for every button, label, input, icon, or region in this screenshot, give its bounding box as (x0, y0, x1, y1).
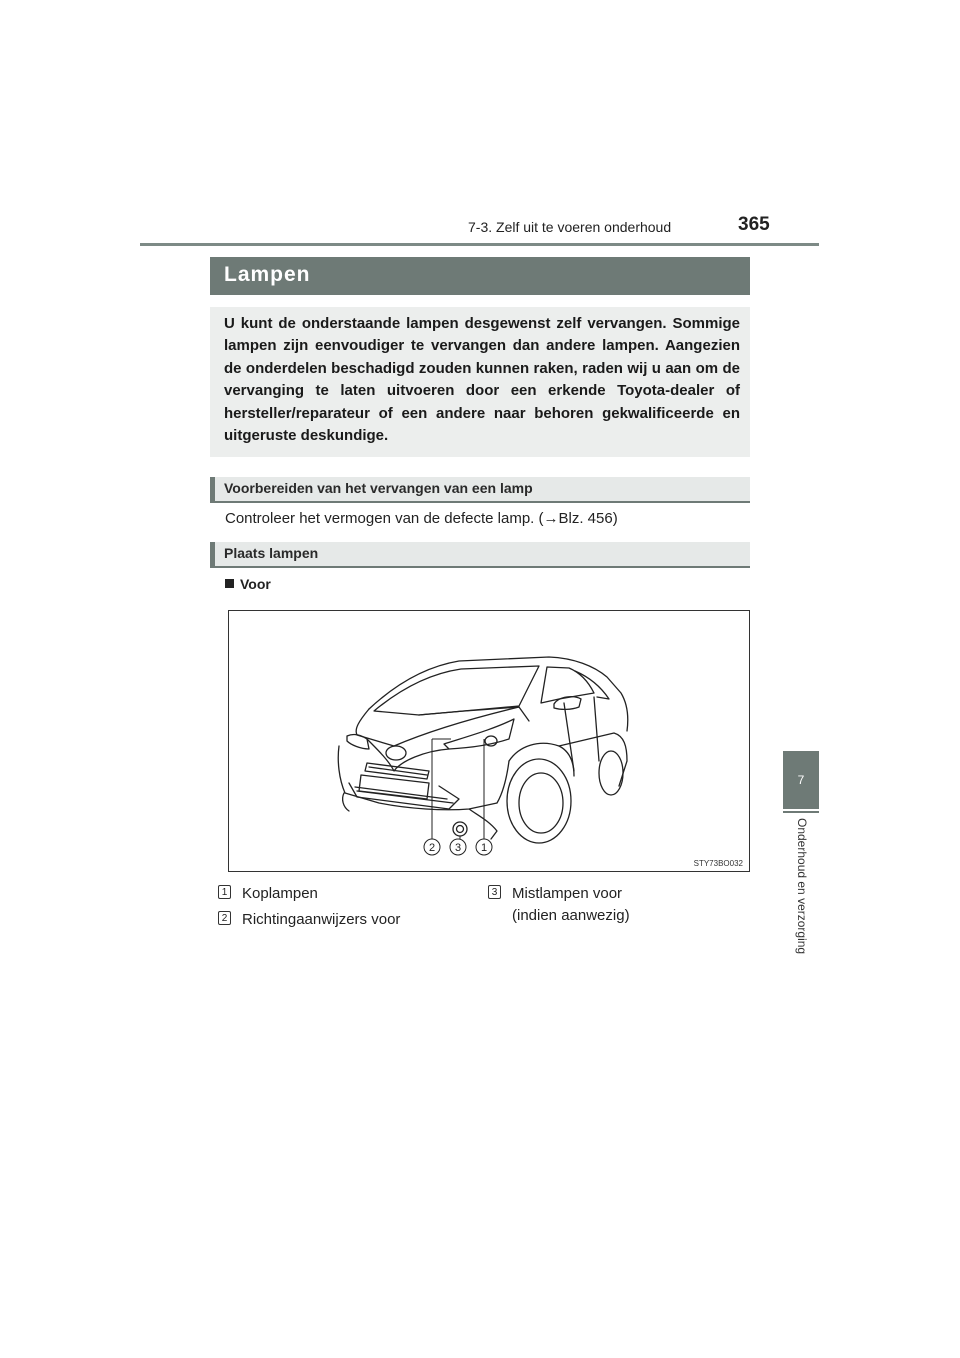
legend-item-turn-signals (218, 909, 400, 931)
figure-code: STY73BO032 (693, 859, 743, 868)
car-drawing (229, 611, 749, 871)
heading-marker (210, 542, 215, 568)
legend-label: Koplampen (242, 885, 318, 902)
intro-text: U kunt de onderstaande lampen desgewenst zelf vervangen. Sommige lampen zijn eenvoudiger te vervangen dan andere lampen. Aangezien de onderdelen beschadigd zouden kunnen raken, raden wij u aan om de vervanging te laten uitvoeren door een erkende Toyota-dealer of hersteller/reparateur of een andere naar behoren gekwalificeerde en uitgeruste deskundige. (224, 315, 740, 445)
chapter-number: 7 (797, 773, 805, 787)
intro-box (210, 307, 750, 457)
chapter-label: Onderhoud en verzorging (795, 818, 809, 955)
heading-locations-text: Plaats lampen (224, 545, 319, 561)
square-bullet-icon (225, 579, 234, 588)
prepare-text: Controleer het vermogen van de defecte lamp. (→Blz. 456) (225, 510, 618, 527)
header-divider (140, 243, 819, 246)
heading-marker (210, 477, 215, 503)
legend-item-fog-lamps (488, 883, 630, 927)
running-header-section: 7-3. Zelf uit te voeren onderhoud (468, 219, 672, 235)
legend-item-headlamps (218, 883, 318, 905)
legend-label: Richtingaanwijzers voor (242, 911, 401, 928)
callout-1: 1 (480, 842, 488, 854)
callout-2: 2 (428, 842, 436, 854)
heading-locations (210, 542, 750, 568)
chapter-tab (783, 751, 819, 809)
legend-number: 1 (218, 885, 231, 899)
car-front-illustration (228, 610, 750, 872)
heading-prepare (210, 477, 750, 503)
legend-number: 3 (488, 885, 501, 899)
heading-prepare-text: Voorbereiden van het vervangen van een lamp (224, 480, 533, 496)
page-title: Lampen (224, 263, 311, 286)
section-title-bar (210, 257, 750, 295)
subheading-front (225, 576, 271, 592)
callout-3: 3 (454, 842, 462, 854)
legend-label: Mistlampen voor (indien aanwezig) (512, 885, 630, 924)
chapter-tab-divider (783, 811, 819, 813)
legend-number: 2 (218, 911, 231, 925)
subheading-front-text: Voor (240, 576, 271, 592)
page-number: 365 (738, 214, 770, 235)
